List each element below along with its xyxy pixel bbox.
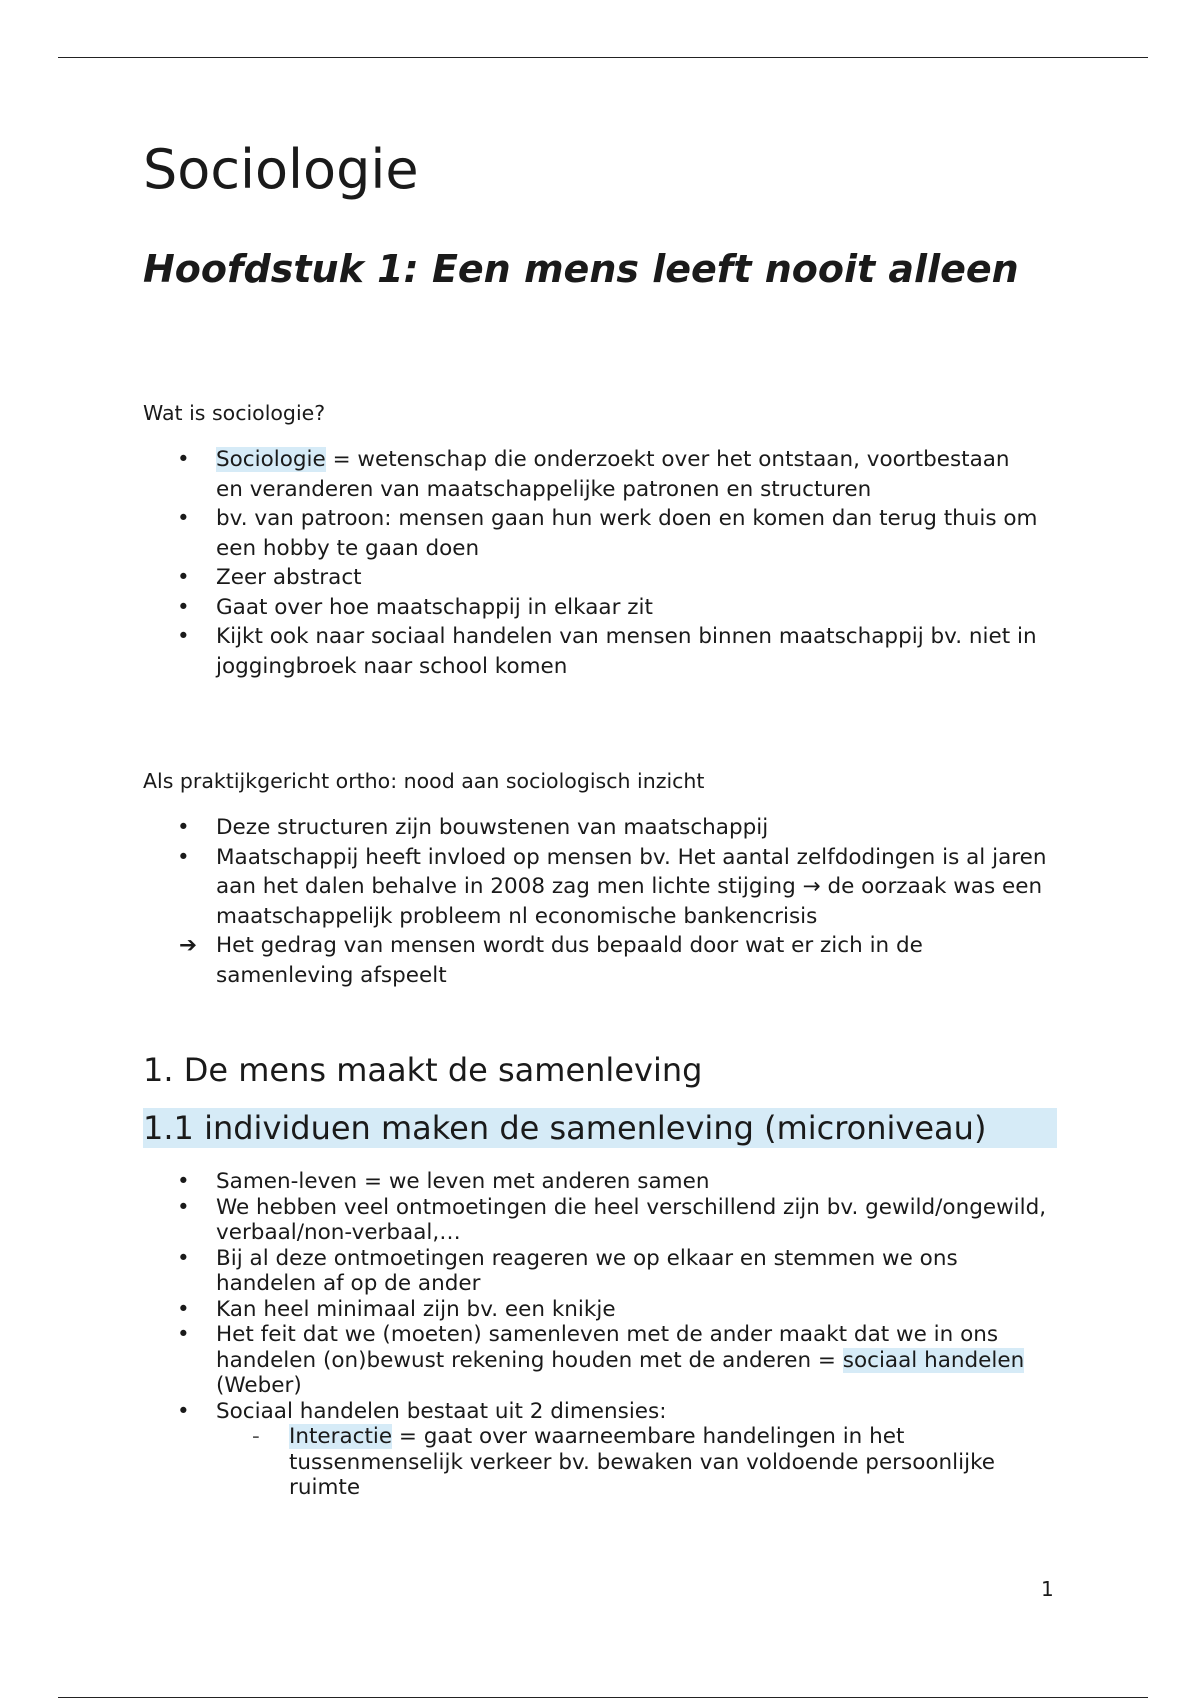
bullet-text: Bij al deze ontmoetingen reageren we op elkaar en stemmen we ons handelen af op de ander <box>216 1245 958 1296</box>
list-item <box>143 593 1043 623</box>
list-item <box>143 1169 1058 1195</box>
bullet-marker: • <box>177 1245 190 1271</box>
definition-text: = gaat over waarneembare handelingen in het tussenmenselijk verkeer bv. bewaken van voldoende persoonlijke ruimte <box>289 1424 995 1500</box>
list-item <box>143 1322 1058 1399</box>
dash-marker: - <box>252 1424 260 1449</box>
bullet-marker: • <box>177 594 190 620</box>
bullet-marker: • <box>177 815 190 840</box>
intro-bullet-list <box>143 445 1043 681</box>
sub-list-item <box>216 1424 1058 1501</box>
bullet-marker: • <box>177 447 190 472</box>
bullet-text-tail: (Weber) <box>216 1373 302 1398</box>
section-1-bullet-list <box>143 1169 1058 1501</box>
list-item <box>143 445 1043 504</box>
definition-text: = wetenschap die onderzoekt over het ontstaan, voortbestaan en veranderen van maatschappelijke patronen en structuren <box>216 447 1010 502</box>
bullet-marker: • <box>177 624 190 649</box>
bullet-text: Kan heel minimaal zijn bv. een knikje <box>216 1296 616 1322</box>
bullet-text: Sociaal handelen bestaat uit 2 dimensies: <box>216 1398 667 1424</box>
list-item <box>143 622 1043 681</box>
intro-question: Wat is sociologie? <box>143 401 326 425</box>
bullet-text: We hebben veel ontmoetingen die heel verschillend zijn bv. gewild/ongewild, verbaal/non-verbaal,… <box>216 1194 1047 1245</box>
bullet-marker: • <box>177 844 190 870</box>
section-heading: 1. De mens maakt de samenleving <box>143 1051 703 1089</box>
sub-bullet-list <box>216 1424 1058 1501</box>
list-item <box>143 843 1048 932</box>
chapter-title: Hoofdstuk 1: Een mens leeft nooit alleen <box>143 247 1019 291</box>
header-rule <box>58 57 1148 58</box>
highlighted-term: Interactie <box>289 1424 393 1449</box>
arrow-marker: ➔ <box>179 933 198 958</box>
list-item <box>143 813 1048 843</box>
footer-rule <box>58 1697 1148 1698</box>
bullet-text: bv. van patroon: mensen gaan hun werk doen en komen dan terug thuis om een hobby te gaan doen <box>216 506 1038 561</box>
bullet-text: Gaat over hoe maatschappij in elkaar zit <box>216 594 653 620</box>
bullet-marker: • <box>177 1169 190 1194</box>
bullet-marker: • <box>177 565 190 590</box>
page-number: 1 <box>1041 1577 1054 1601</box>
bullet-marker: • <box>177 1296 190 1322</box>
list-item <box>143 931 1048 990</box>
bullet-text: Maatschappij heeft invloed op mensen bv. Het aantal zelfdodingen is al jaren aan het dalen behalve in 2008 zag men lichte stijging → de oorzaak was een maatschappelijk probleem nl economische bankencrisis <box>216 844 1047 929</box>
bullet-marker: • <box>177 1194 190 1220</box>
practice-bullet-list <box>143 813 1048 990</box>
list-item <box>143 1246 1058 1297</box>
document-title: Sociologie <box>143 138 419 201</box>
list-item <box>143 563 1043 593</box>
bullet-marker: • <box>177 1398 190 1424</box>
bullet-marker: • <box>177 1322 190 1347</box>
list-item <box>143 1399 1058 1501</box>
bullet-text: Het feit dat we (moeten) samenleven met de ander maakt dat we in ons handelen (on)bewust rekening houden met de anderen = <box>216 1322 999 1373</box>
bullet-text: Zeer abstract <box>216 565 362 590</box>
practice-heading: Als praktijkgericht ortho: nood aan sociologisch inzicht <box>143 769 705 793</box>
conclusion-text: Het gedrag van mensen wordt dus bepaald door wat er zich in de samenleving afspeelt <box>216 933 923 988</box>
bullet-text: Samen-leven = we leven met anderen samen <box>216 1169 710 1194</box>
list-item <box>143 1297 1058 1323</box>
highlighted-term: Sociologie <box>216 447 326 472</box>
highlighted-term: sociaal handelen <box>842 1347 1025 1373</box>
bullet-marker: • <box>177 506 190 531</box>
bullet-text: Kijkt ook naar sociaal handelen van mensen binnen maatschappij bv. niet in joggingbroek naar school komen <box>216 624 1037 679</box>
subsection-heading: 1.1 individuen maken de samenleving (microniveau) <box>143 1108 1057 1148</box>
list-item <box>143 504 1043 563</box>
list-item <box>143 1195 1058 1246</box>
bullet-text: Deze structuren zijn bouwstenen van maatschappij <box>216 815 769 840</box>
